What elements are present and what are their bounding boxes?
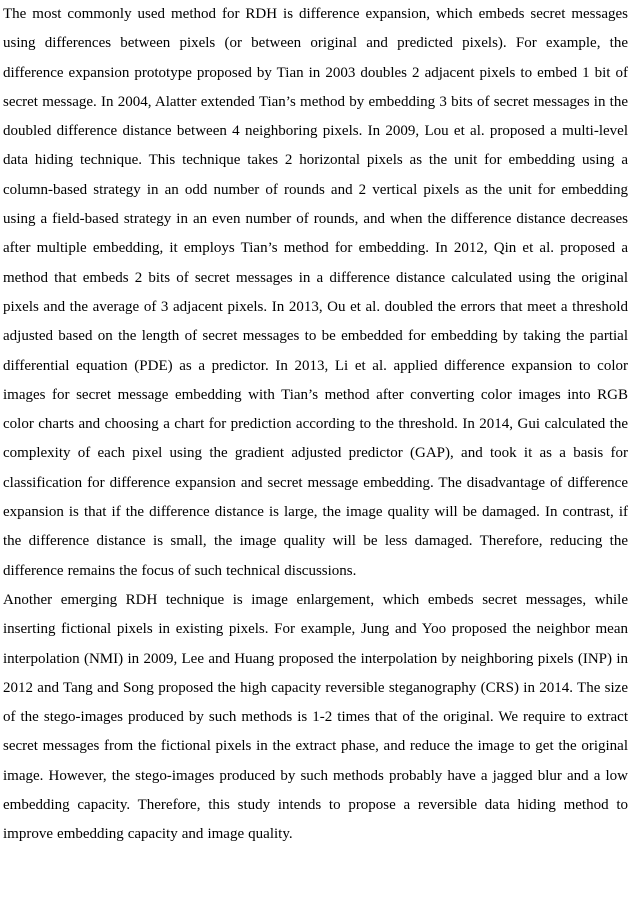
- paragraph-image-enlargement: Another emerging RDH technique is image enlargement, which embeds secret messages, while inserting fictional pixels in existing pixels. For example, Jung and Yoo proposed the neighbor mean interpolation (NMI) in 2009, Lee and Huang proposed the interpolation by neighboring pixels (INP) in 2012 and Tang and Song proposed the high capacity reversible steganography (CRS) in 2014. The size of the stego-images produced by such methods is 1-2 times that of the original. We require to extract secret messages from the fictional pixels in the extract phase, and reduce the image to get the original image. However, the stego-images produced by such methods probably have a jagged blur and a low embedding capacity. Therefore, this study intends to propose a reversible data hiding method to improve embedding capacity and image quality.: [3, 591, 628, 843]
- paragraph-difference-expansion: The most commonly used method for RDH is difference expansion, which embeds secret messages using differences between pixels (or between original and predicted pixels). For example, the difference expansion prototype proposed by Tian in 2003 doubles 2 adjacent pixels to embed 1 bit of secret message. In 2004, Alatter extended Tian’s method by embedding 3 bits of secret messages in the doubled difference distance between 4 neighboring pixels. In 2009, Lou et al. proposed a multi-level data hiding technique. This technique takes 2 horizontal pixels as the unit for embedding using a column-based strategy in an odd number of rounds and 2 vertical pixels as the unit for embedding using a field-based strategy in an even number of rounds, and when the difference distance decreases after multiple embedding, it employs Tian’s method for embedding. In 2012, Qin et al. proposed a method that embeds 2 bits of secret messages in a difference distance calculated using the original pixels and the average of 3 adjacent pixels. In 2013, Ou et al. doubled the errors that meet a threshold adjusted based on the length of secret messages to be embedded for embedding by taking the partial differential equation (PDE) as a predictor. In 2013, Li et al. applied difference expansion to color images for secret message embedding with Tian’s method after converting color images into RGB color charts and choosing a chart for prediction according to the threshold. In 2014, Gui calculated the complexity of each pixel using the gradient adjusted predictor (GAP), and took it as a basis for classification for difference expansion and secret message embedding. The disadvantage of difference expansion is that if the difference distance is large, the image quality will be damaged. In contrast, if the difference distance is small, the image quality will be less damaged. Therefore, reducing the difference remains the focus of such technical discussions.: [3, 6, 628, 579]
